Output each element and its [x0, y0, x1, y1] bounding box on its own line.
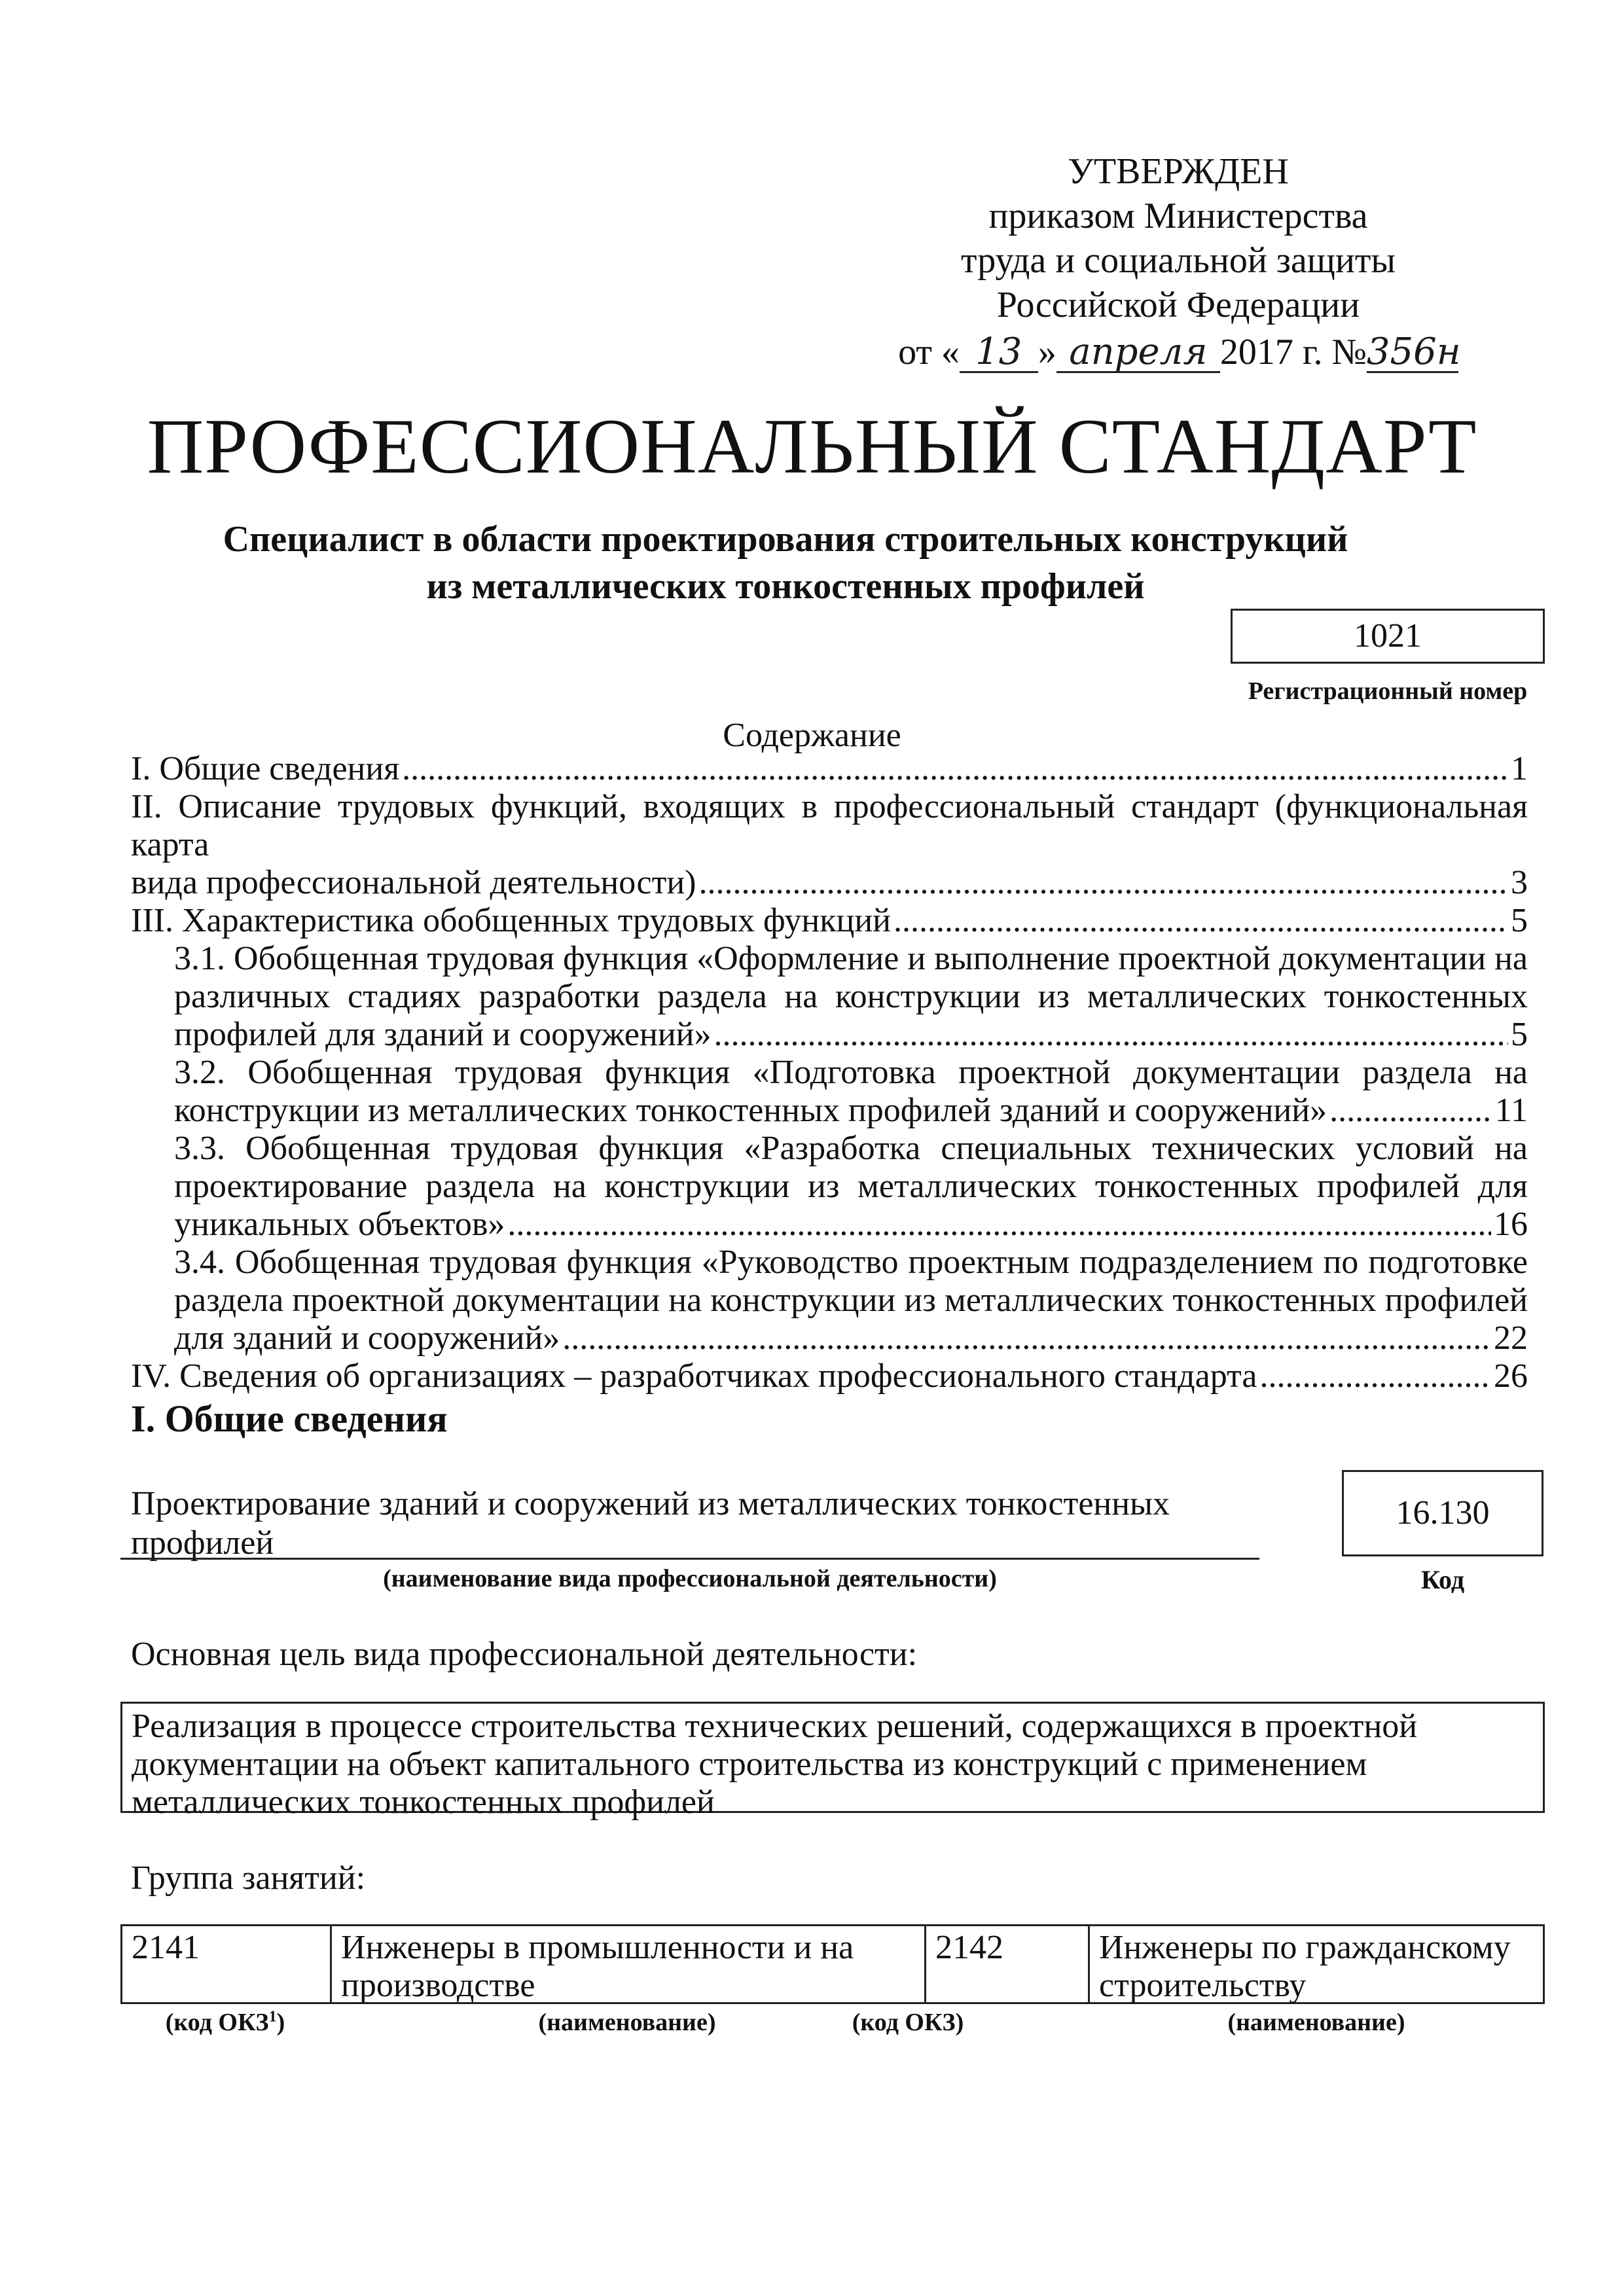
- handwritten-month: апреля: [1056, 333, 1220, 373]
- toc-page-number: 5: [1511, 1016, 1528, 1053]
- toc-item[interactable]: [131, 1054, 1528, 1130]
- okz-code-cell: 2142: [926, 1926, 1090, 2002]
- toc-title: Содержание: [723, 717, 901, 754]
- activity-caption: (наименование вида профессиональной деятельности): [383, 1565, 997, 1592]
- registration-number-box: 1021: [1231, 609, 1545, 664]
- toc-leader: [562, 1319, 1491, 1357]
- toc-item-text: профилей для зданий и сооружений»: [174, 1016, 712, 1053]
- toc-page-number: 5: [1511, 902, 1528, 939]
- toc-leader: [1329, 1092, 1492, 1130]
- approval-block: [844, 149, 1512, 374]
- table-of-contents: [131, 750, 1528, 1395]
- toc-leader: [698, 864, 1508, 902]
- occupation-name-caption: (наименование): [1227, 2009, 1405, 2036]
- handwritten-day: 13: [960, 333, 1038, 373]
- toc-page-number: 22: [1494, 1319, 1528, 1357]
- toc-item[interactable]: [131, 902, 1528, 940]
- okz-code-cell: 2141: [122, 1926, 332, 2002]
- goal-label: Основная цель вида профессиональной деятельности:: [131, 1636, 918, 1673]
- toc-leader: [714, 1016, 1509, 1054]
- toc-item-text: 3.2. Обобщенная трудовая функция «Подготовка проектной документации раздела на: [174, 1054, 1528, 1091]
- subtitle-line: Специалист в области проектирования строительных конструкций: [223, 519, 1348, 560]
- toc-item-text: вида профессиональной деятельности): [131, 864, 696, 901]
- toc-item-text: II. Описание трудовых функций, входящих в профессиональный стандарт (функциональная карта: [131, 788, 1528, 863]
- activity-code-caption: Код: [1420, 1565, 1465, 1594]
- toc-item-text: конструкции из металлических тонкостенных профилей зданий и сооружений»: [174, 1092, 1327, 1129]
- handwritten-order-number: 356н: [1366, 331, 1461, 373]
- approval-date: [844, 330, 1512, 374]
- toc-leader: [402, 750, 1508, 788]
- approval-line: Российской Федерации: [996, 285, 1360, 325]
- approval-line: УТВЕРЖДЕН: [1068, 151, 1289, 192]
- activity-underline: [120, 1558, 1259, 1560]
- occupation-group-table: [120, 1924, 1545, 2004]
- toc-page-number: 26: [1494, 1357, 1528, 1395]
- toc-item-text: III. Характеристика обобщенных трудовых функций: [131, 902, 892, 939]
- date-prefix: от «: [898, 332, 960, 372]
- footnote-mark[interactable]: 1: [268, 2008, 277, 2026]
- toc-item[interactable]: [131, 788, 1528, 902]
- toc-item-text: 3.3. Обобщенная трудовая функция «Разработка специальных технических условий на проектирование раздела на конструкции из металлических тонкостенных профилей для: [174, 1130, 1528, 1205]
- standard-subtitle: [131, 516, 1440, 610]
- toc-page-number: 11: [1494, 1092, 1528, 1129]
- toc-item-text: IV. Сведения об организациях – разработчиках профессионального стандарта: [131, 1357, 1257, 1395]
- okz-code-caption: (код ОКЗ): [852, 2009, 964, 2036]
- goal-box: Реализация в процессе строительства технических решений, содержащихся в проектной документации на объект капитального строительства из конструкций с применением металлических тонкостенных профилей: [120, 1702, 1545, 1813]
- activity-name: Проектирование зданий и сооружений из металлических тонкостенных профилей: [131, 1485, 1170, 1562]
- caption-text: ): [276, 2009, 285, 2036]
- toc-page-number: 1: [1511, 750, 1528, 787]
- occupation-name-caption: (наименование): [538, 2009, 716, 2036]
- subtitle-line: из металлических тонкостенных профилей: [426, 566, 1145, 607]
- occupation-name-cell: Инженеры по гражданскому строительству: [1099, 1929, 1511, 2004]
- toc-page-number: 3: [1511, 864, 1528, 901]
- toc-item-text: 3.1. Обобщенная трудовая функция «Оформление и выполнение проектной документации на различных стадиях разработки раздела на конструкции из металлических тонкостенных: [174, 940, 1528, 1015]
- date-year: 2017 г. №: [1219, 332, 1367, 372]
- toc-item-text: I. Общие сведения: [131, 750, 400, 787]
- activity-code-box: 16.130: [1342, 1470, 1543, 1556]
- group-label: Группа занятий:: [131, 1859, 366, 1897]
- registration-number-label: Регистрационный номер: [1248, 677, 1528, 705]
- toc-item[interactable]: [131, 940, 1528, 1054]
- document-title: ПРОФЕССИОНАЛЬНЫЙ СТАНДАРТ: [147, 403, 1477, 490]
- toc-item-text: для зданий и сооружений»: [174, 1319, 560, 1357]
- date-mid: »: [1038, 332, 1056, 372]
- toc-item[interactable]: [131, 750, 1528, 788]
- toc-leader: [893, 902, 1508, 940]
- caption-text: (код ОКЗ: [165, 2009, 269, 2036]
- approval-line: приказом Министерства: [988, 196, 1368, 236]
- section-title: I. Общие сведения: [131, 1397, 448, 1440]
- toc-page-number: 16: [1494, 1206, 1528, 1243]
- toc-item[interactable]: [131, 1357, 1528, 1395]
- toc-item-text: уникальных объектов»: [174, 1206, 505, 1243]
- toc-item-text: 3.4. Обобщенная трудовая функция «Руководство проектным подразделением по подготовке раздела проектной документации на конструкции из металлических тонкостенных профилей: [174, 1244, 1528, 1319]
- toc-leader: [507, 1206, 1491, 1244]
- toc-item[interactable]: [131, 1244, 1528, 1357]
- toc-item[interactable]: [131, 1130, 1528, 1244]
- approval-line: труда и социальной защиты: [961, 240, 1396, 281]
- okz-code-caption: [120, 2008, 330, 2037]
- occupation-name-cell: Инженеры в промышленности и на производстве: [332, 1926, 926, 2002]
- toc-leader: [1259, 1357, 1491, 1395]
